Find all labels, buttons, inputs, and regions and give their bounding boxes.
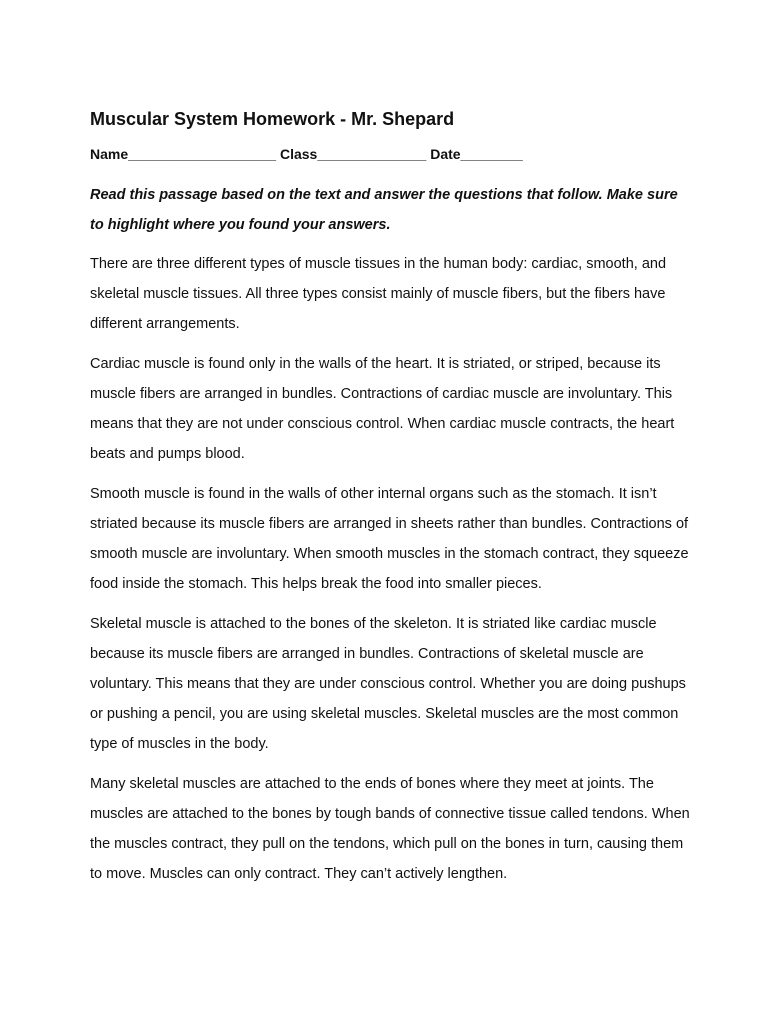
name-class-date-line: Name___________________ Class______________ Date________ — [90, 146, 523, 162]
paragraph-smooth-muscle: Smooth muscle is found in the walls of other internal organs such as the stomach. It isn’t striated because its muscle fibers are arranged in sheets rather than bundles. Contractions of smooth muscle are involuntary. When smooth muscles in the stomach contract, they squeeze food inside the stomach. This helps break the food into smaller pieces. — [90, 486, 689, 592]
paragraph-tendons: Many skeletal muscles are attached to the ends of bones where they meet at joints. The muscles are attached to the bones by tough bands of connective tissue called tendons. When the muscles contract, they pull on the tendons, which pull on the bones in turn, causing them to move. Muscles can only contract. They can’t actively lengthen. — [90, 776, 690, 882]
paragraph-cardiac-muscle: Cardiac muscle is found only in the walls of the heart. It is striated, or striped, because its muscle fibers are arranged in bundles. Contractions of cardiac muscle are involuntary. This means that they are not under conscious control. When cardiac muscle contracts, the heart beats and pumps blood. — [90, 356, 675, 462]
paragraph-muscle-types: There are three different types of muscle tissues in the human body: cardiac, smooth, and skeletal muscle tissues. All three types consist mainly of muscle fibers, but the fibers have different arrangements. — [90, 256, 667, 332]
document-title: Muscular System Homework - Mr. Shepard — [90, 109, 455, 129]
instructions: Read this passage based on the text and answer the questions that follow. Make sure to highlight where you found your answers. — [90, 187, 678, 233]
paragraph-skeletal-muscle: Skeletal muscle is attached to the bones of the skeleton. It is striated like cardiac muscle because its muscle fibers are arranged in bundles. Contractions of skeletal muscle are voluntary. This means that they are under conscious control. Whether you are doing pushups or pushing a pencil, you are using skeletal muscles. Skeletal muscles are the most common type of muscles in the body. — [90, 616, 686, 752]
document-body — [90, 104, 690, 889]
